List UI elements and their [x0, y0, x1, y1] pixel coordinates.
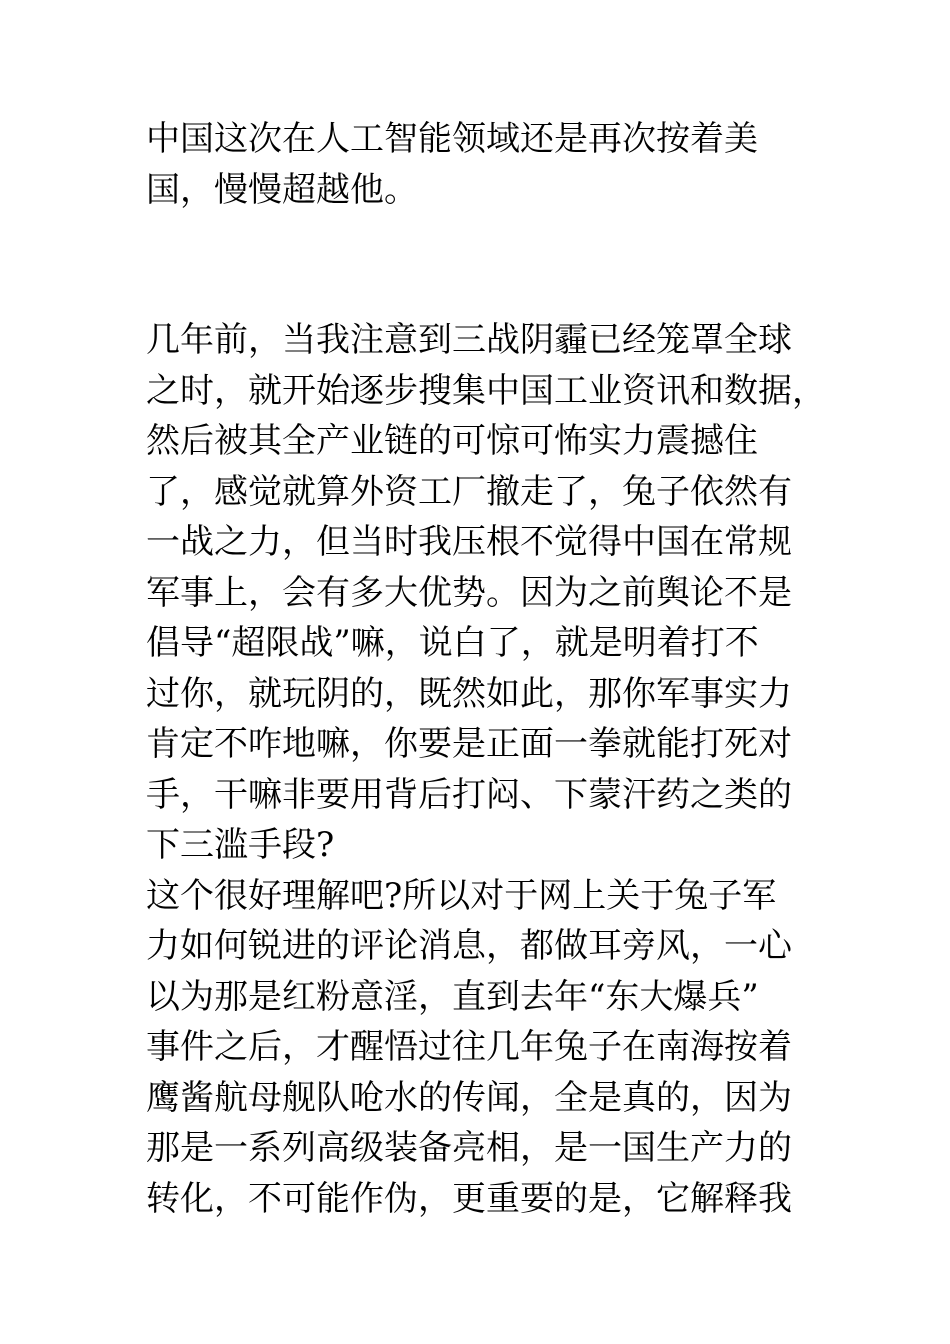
paragraph-spacer — [146, 215, 836, 315]
paragraph-3 — [146, 871, 836, 1225]
text-line: 过你，就玩阴的，既然如此，那你军事实力 — [146, 673, 792, 714]
text-line: 肯定不咋地嘛，你要是正面一拳就能打死对 — [146, 724, 792, 764]
text-line: 之时，就开始逐步搜集中国工业资讯和数据， — [146, 370, 826, 411]
text-column — [146, 114, 836, 1224]
text-line: 几年前，当我注意到三战阴霾已经笼罩全球 — [146, 320, 792, 360]
text-line: 事件之后，才醒悟过往几年兔子在南海按着 — [146, 1027, 792, 1067]
text-line: 转化，不可能作伪，更重要的是，它解释我 — [146, 1178, 792, 1219]
text-line: 手，干嘛非要用背后打闷、下蒙汗药之类的 — [146, 774, 792, 815]
text-line: 军事上，会有多大优势。因为之前舆论不是 — [146, 572, 792, 613]
paragraph-2 — [146, 315, 836, 871]
text-line: 中国这次在人工智能领域还是再次按着美 — [146, 119, 758, 159]
text-line: 倡导“超限战”嘛，说白了，就是明着打不 — [146, 623, 759, 663]
text-line: 这个很好理解吧?所以对于网上关于兔子军 — [146, 875, 777, 916]
text-line: 一战之力，但当时我压根不觉得中国在常规 — [146, 522, 792, 562]
text-line: 然后被其全产业链的可惊可怖实力震撼住 — [146, 421, 758, 461]
text-line: 力如何锐进的评论消息，都做耳旁风，一心 — [146, 926, 792, 966]
text-line: 以为那是红粉意淫，直到去年“东大爆兵” — [146, 976, 759, 1017]
text-line: 下三滥手段? — [146, 825, 335, 865]
paragraph-1 — [146, 114, 836, 215]
text-line: 鹰酱航母舰队呛水的传闻，全是真的，因为 — [146, 1077, 792, 1118]
text-line: 国，慢慢超越他。 — [146, 169, 418, 210]
text-line: 那是一系列高级装备亮相，是一国生产力的 — [146, 1128, 792, 1168]
text-line: 了，感觉就算外资工厂撤走了，兔子依然有 — [146, 471, 792, 512]
